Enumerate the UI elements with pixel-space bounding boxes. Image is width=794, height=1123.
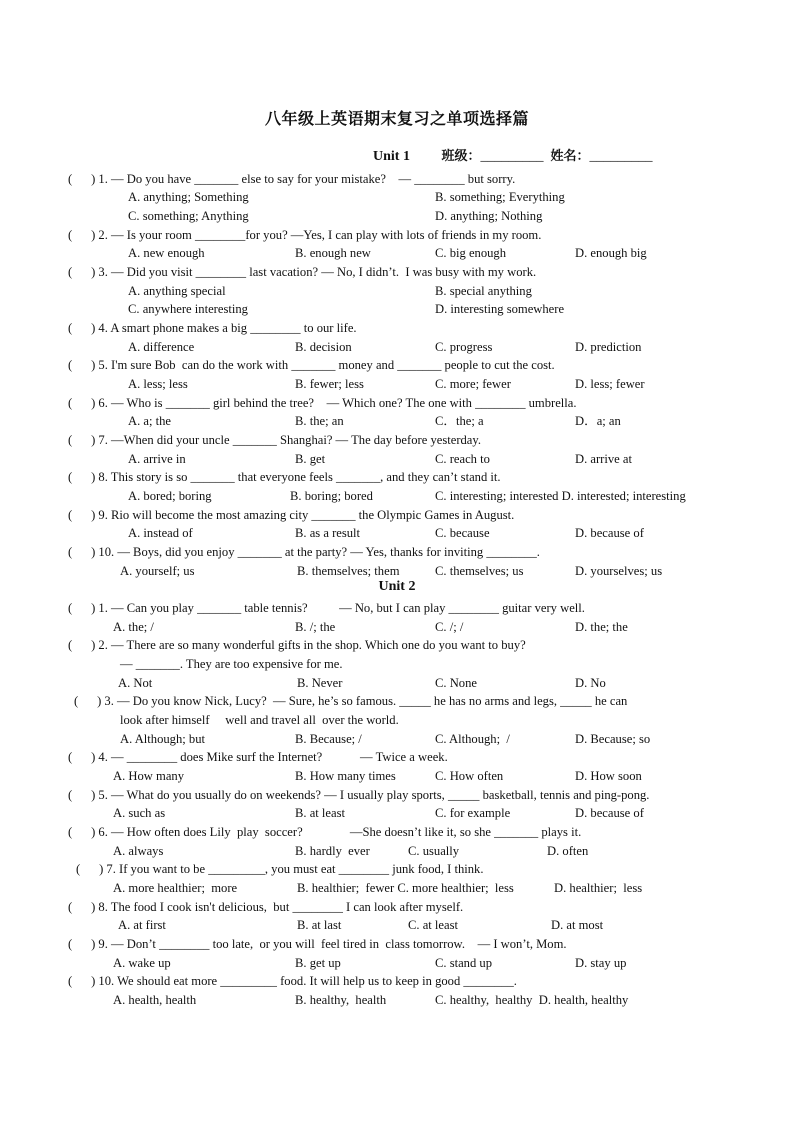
line-text: ( ) 1. — Do you have _______ else to say for your mistake? — ________ but sorry.	[68, 172, 516, 186]
line-text: ( ) 10. — Boys, did you enjoy _______ at the party? — Yes, thanks for inviting ________.	[68, 545, 540, 559]
line-text: C. usually	[408, 844, 460, 858]
line-text: ( ) 4. A smart phone makes a big ________ to our life.	[68, 321, 357, 335]
line-text: D. No	[575, 676, 606, 690]
line-text: ( ) 4. — ________ does Mike surf the Internet? — Twice a week.	[68, 750, 448, 764]
line-text: D. because of	[575, 526, 644, 540]
line-text: D. anything; Nothing	[435, 209, 543, 223]
line-text: B. the; an	[295, 414, 344, 428]
line-text: B. Never	[297, 676, 343, 690]
line-text: C．the; a	[435, 414, 484, 428]
line-text: D. Because; so	[575, 732, 651, 746]
line-text: C. more; fewer	[435, 377, 511, 391]
line-text: C. /; /	[435, 620, 464, 634]
line-text: ( ) 7. —When did your uncle _______ Shanghai? — The day before yesterday.	[68, 433, 482, 447]
line-text: D. because of	[575, 806, 644, 820]
line-text: ( ) 1. — Can you play _______ table tennis? — No, but I can play ________ guitar very well.	[68, 601, 585, 615]
line-text: ( ) 2. — Is your room ________for you? —Yes, I can play with lots of friends in my room.	[68, 228, 542, 242]
line-text: ( ) 10. We should eat more _________ food. It will help us to keep in good ________.	[68, 974, 517, 988]
line-text: C. something; Anything	[128, 209, 249, 223]
line-text: C. reach to	[435, 452, 490, 466]
line-text: B. themselves; them	[297, 564, 400, 578]
line-text: D. healthier; less	[554, 881, 643, 895]
line-text: D. arrive at	[575, 452, 632, 466]
line-text: B. healthy, health	[295, 993, 387, 1007]
line-text: D. yourselves; us	[575, 564, 663, 578]
line-text: D. How soon	[575, 769, 642, 783]
line-text: C. stand up	[435, 956, 493, 970]
line-text: A. difference	[128, 340, 195, 354]
line-text: A. bored; boring	[128, 489, 212, 503]
line-text: ( ) 6. — How often does Lily play soccer? —She doesn’t like it, so she _______ plays it.	[68, 825, 582, 839]
line-text: B. enough new	[295, 246, 371, 260]
line-text: C. anywhere interesting	[128, 302, 248, 316]
line-text: B. fewer; less	[295, 377, 364, 391]
line-text: A. Although; but	[120, 732, 206, 746]
line-text: A. anything; Something	[128, 190, 249, 204]
line-text: ( ) 7. If you want to be _________, you must eat ________ junk food, I think.	[76, 862, 484, 876]
class-label: 班级：	[441, 149, 481, 164]
class-blank[interactable]: _________	[480, 149, 544, 164]
line-text: ( ) 3. — Did you visit ________ last vacation? — No, I didn’t. I was busy with my work.	[68, 265, 537, 279]
unit2-title: Unit 2	[378, 579, 416, 594]
line-text: B. decision	[295, 340, 352, 354]
line-text: A. wake up	[113, 956, 171, 970]
line-text: ( ) 9. — Don’t ________ too late, or you will feel tired in class tomorrow. — I won’t, Mom.	[68, 937, 567, 951]
line-text: C. healthy, healthy D. health, healthy	[435, 993, 629, 1007]
line-text: B. something; Everything	[435, 190, 565, 204]
line-text: C. None	[435, 676, 477, 690]
line-text: A. arrive in	[128, 452, 186, 466]
line-text: A. health, health	[113, 993, 197, 1007]
line-text: D. interesting somewhere	[435, 302, 565, 316]
line-text: B. as a result	[295, 526, 361, 540]
line-text: A. less; less	[128, 377, 188, 391]
line-text: D．a; an	[575, 414, 621, 428]
line-text: A. instead of	[128, 526, 193, 540]
line-text: B. at least	[295, 806, 346, 820]
line-text: ( ) 5. I'm sure Bob can do the work with _______ money and _______ people to cut the cost.	[68, 358, 555, 372]
line-text: D. often	[547, 844, 589, 858]
line-text: B. get up	[295, 956, 341, 970]
line-text: C. for example	[435, 806, 511, 820]
line-text: ( ) 9. Rio will become the most amazing city _______ the Olympic Games in August.	[68, 508, 515, 522]
line-text: A. yourself; us	[120, 564, 195, 578]
line-text: C. themselves; us	[435, 564, 524, 578]
line-text: B. boring; bored	[290, 489, 373, 503]
line-text: A. new enough	[128, 246, 205, 260]
line-text: A. at first	[118, 918, 166, 932]
unit1-header	[373, 145, 652, 165]
line-text: C. big enough	[435, 246, 507, 260]
line-text: A. anything special	[128, 284, 226, 298]
line-text: D. less; fewer	[575, 377, 645, 391]
line-text: C. How often	[435, 769, 504, 783]
line-text: C. interesting; interested D. interested; interesting	[435, 489, 686, 503]
line-text: B. special anything	[435, 284, 532, 298]
line-text: C. Although; /	[435, 732, 510, 746]
line-text: D. at most	[551, 918, 604, 932]
name-label: 姓名：	[550, 149, 590, 164]
line-text: B. hardly ever	[295, 844, 370, 858]
line-text: A. more healthier; more	[113, 881, 238, 895]
line-text: ( ) 6. — Who is _______ girl behind the tree? — Which one? The one with ________ umbrella.	[68, 396, 577, 410]
line-text: C. at least	[408, 918, 459, 932]
name-blank[interactable]: _________	[589, 149, 653, 164]
unit1-title: Unit 1	[373, 149, 410, 164]
line-text: B. Because; /	[295, 732, 362, 746]
line-text: A. the; /	[113, 620, 154, 634]
line-text: D. enough big	[575, 246, 647, 260]
line-text: A. How many	[113, 769, 185, 783]
line-text: A. Not	[118, 676, 153, 690]
line-text: B. healthier; fewer C. more healthier; less	[297, 881, 514, 895]
line-text: — _______. They are too expensive for me.	[120, 657, 343, 671]
line-text: ( ) 2. — There are so many wonderful gifts in the shop. Which one do you want to buy?	[68, 638, 526, 652]
line-text: ( ) 5. — What do you usually do on weekends? — I usually play sports, _____ basketball, tennis and ping-pong.	[68, 788, 650, 802]
line-text: C. because	[435, 526, 490, 540]
line-text: A. always	[113, 844, 164, 858]
line-text: A. such as	[113, 806, 166, 820]
line-text: ( ) 8. The food I cook isn't delicious, but ________ I can look after myself.	[68, 900, 464, 914]
line-text: D. prediction	[575, 340, 642, 354]
line-text: look after himself well and travel all over the world.	[120, 713, 399, 727]
line-text: ( ) 8. This story is so _______ that everyone feels _______, and they can’t stand it.	[68, 470, 501, 484]
line-text: B. How many times	[295, 769, 396, 783]
line-text: D. the; the	[575, 620, 628, 634]
page-title: 八年级上英语期末复习之单项选择篇	[264, 109, 529, 128]
line-text: B. /; the	[295, 620, 336, 634]
line-text: D. stay up	[575, 956, 627, 970]
line-text: C. progress	[435, 340, 493, 354]
line-text: B. at last	[297, 918, 342, 932]
line-text: A. a; the	[128, 414, 172, 428]
line-text: B. get	[295, 452, 326, 466]
line-text: ( ) 3. — Do you know Nick, Lucy? — Sure, he’s so famous. _____ he has no arms and legs, _____ he can	[74, 694, 628, 708]
